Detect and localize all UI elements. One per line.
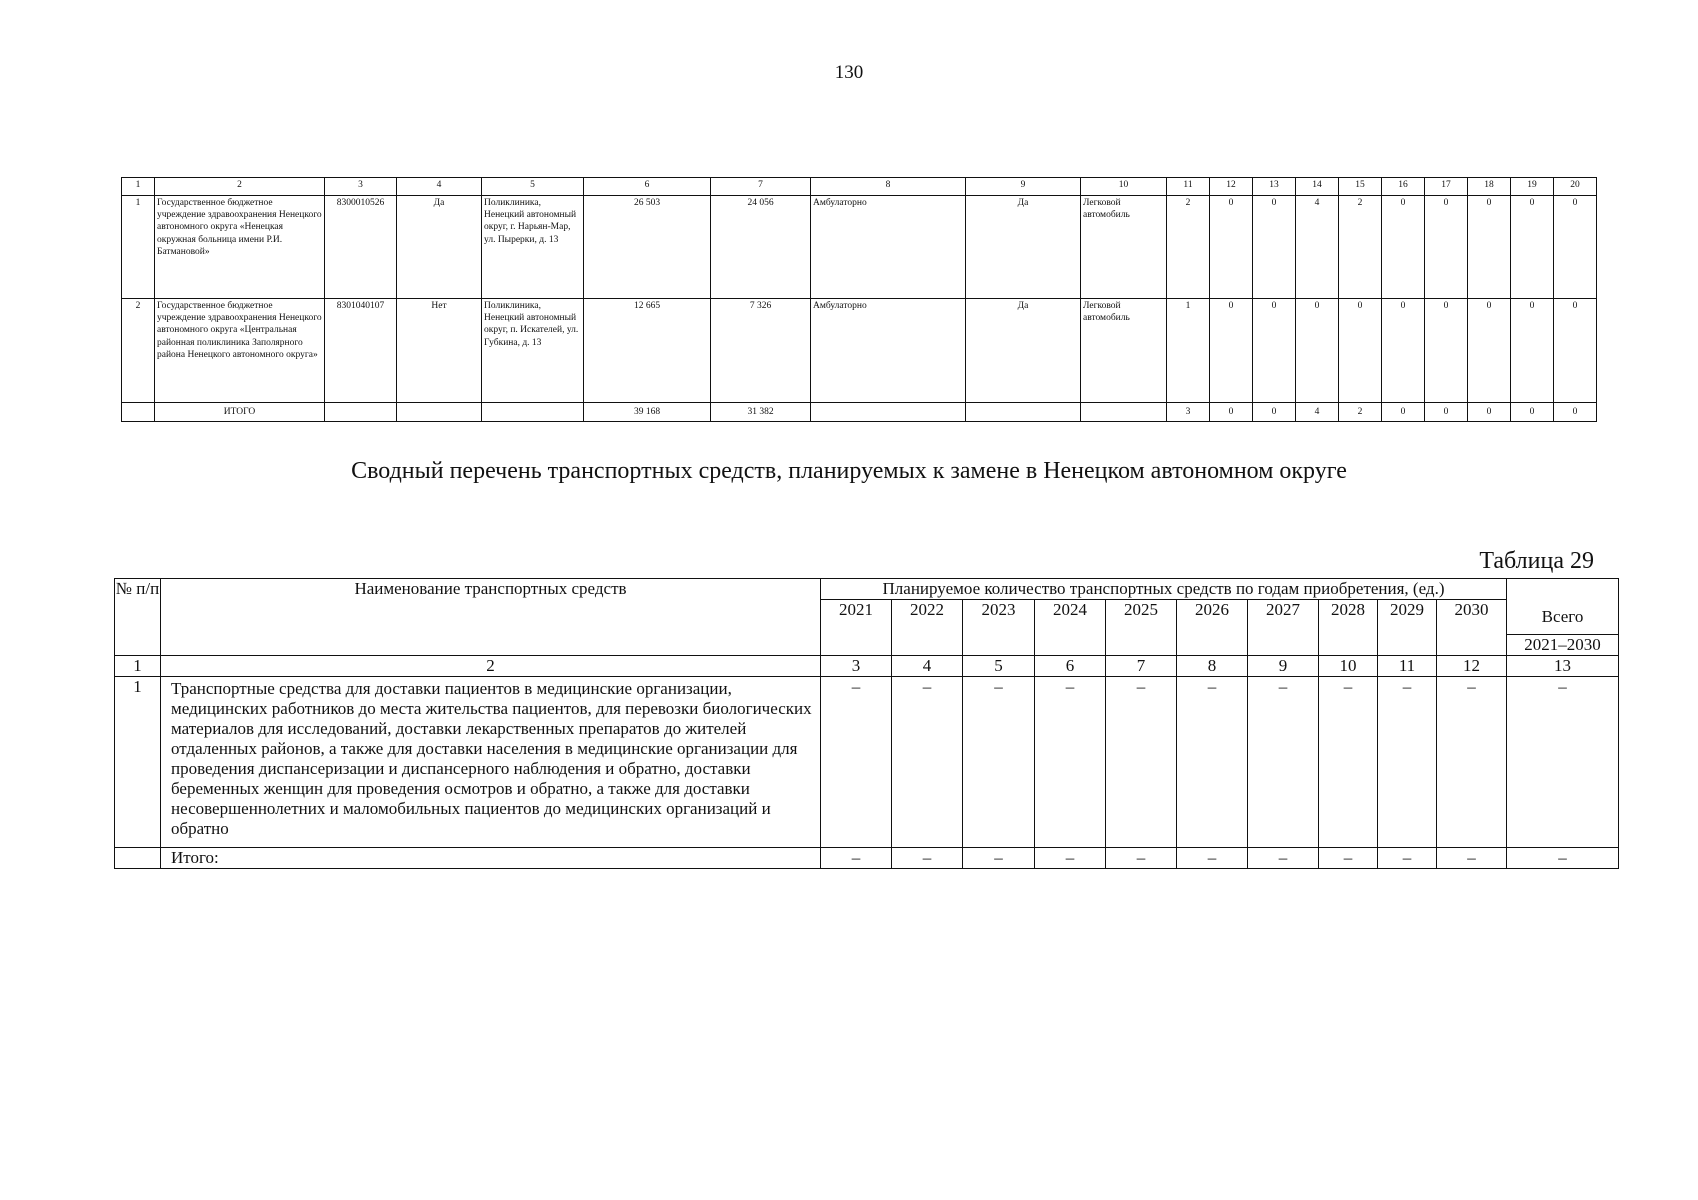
empty-cell	[1081, 403, 1167, 422]
col-number: 9	[966, 178, 1081, 196]
count-cell: 0	[1425, 299, 1468, 403]
count-cell: 0	[1296, 299, 1339, 403]
total-label: ИТОГО	[155, 403, 325, 422]
col-number: 13	[1253, 178, 1296, 196]
year-header: 2029	[1378, 600, 1437, 656]
total-value: –	[1378, 847, 1437, 868]
value-cell: 24 056	[711, 196, 811, 299]
vehicle-type: Легковой автомобиль	[1081, 196, 1167, 299]
count-cell: 1	[1167, 299, 1210, 403]
total-count: 0	[1382, 403, 1425, 422]
col-number: 4	[892, 655, 963, 676]
total-value: –	[1248, 847, 1319, 868]
total-count: 0	[1210, 403, 1253, 422]
total-label: Итого:	[161, 847, 821, 868]
year-header: 2030	[1437, 600, 1507, 656]
organization-name: Государственное бюджетное учреждение здравоохранения Ненецкого автономного округа «Ненецкая окружная больница имени Р.И. Батмановой»	[155, 196, 325, 299]
empty-cell	[811, 403, 966, 422]
row-number: 1	[122, 196, 155, 299]
col-number: 4	[397, 178, 482, 196]
col-number: 10	[1319, 655, 1378, 676]
empty-cell	[325, 403, 397, 422]
count-cell: 0	[1468, 299, 1511, 403]
count-cell: 2	[1167, 196, 1210, 299]
count-cell: 4	[1296, 196, 1339, 299]
total-value: –	[963, 847, 1035, 868]
col-number: 8	[811, 178, 966, 196]
header-row	[115, 579, 1619, 600]
count-cell: 0	[1253, 299, 1296, 403]
total-count: 0	[1425, 403, 1468, 422]
col-number: 18	[1468, 178, 1511, 196]
col-number: 7	[1106, 655, 1177, 676]
service-type: Амбулаторно	[811, 196, 966, 299]
vehicle-type: Легковой автомобиль	[1081, 299, 1167, 403]
col-number: 5	[482, 178, 584, 196]
empty-cell	[1507, 579, 1619, 600]
count-cell: 0	[1425, 196, 1468, 299]
value-cell: –	[1248, 676, 1319, 847]
count-cell: 0	[1554, 196, 1597, 299]
row-number: 2	[122, 299, 155, 403]
col-planned-header: Планируемое количество транспортных средств по годам приобретения, (ед.)	[821, 579, 1507, 600]
value-cell: –	[1378, 676, 1437, 847]
total-count: 0	[1511, 403, 1554, 422]
col-number: 2	[161, 655, 821, 676]
vehicle-table-continued	[121, 177, 1597, 422]
col-number: 16	[1382, 178, 1425, 196]
inn-code: 8300010526	[325, 196, 397, 299]
total-value: –	[1035, 847, 1106, 868]
col-number: 7	[711, 178, 811, 196]
col-number: 10	[1081, 178, 1167, 196]
col-number: 1	[122, 178, 155, 196]
total-count: 0	[1468, 403, 1511, 422]
flag-cell: Да	[397, 196, 482, 299]
empty-cell	[397, 403, 482, 422]
count-cell: 0	[1210, 196, 1253, 299]
count-cell: 0	[1468, 196, 1511, 299]
column-numbering-row	[122, 178, 1597, 196]
total-value: 31 382	[711, 403, 811, 422]
total-value: –	[1437, 847, 1507, 868]
col-number: 14	[1296, 178, 1339, 196]
total-col-header: Всего	[1507, 600, 1619, 635]
empty-cell	[482, 403, 584, 422]
col-number: 5	[963, 655, 1035, 676]
value-cell: –	[1507, 676, 1619, 847]
col-number: 11	[1378, 655, 1437, 676]
col-number: 13	[1507, 655, 1619, 676]
row-number: 1	[115, 676, 161, 847]
total-count: 0	[1554, 403, 1597, 422]
col-number: 17	[1425, 178, 1468, 196]
value-cell: –	[821, 676, 892, 847]
inn-code: 8301040107	[325, 299, 397, 403]
total-value: –	[1319, 847, 1378, 868]
year-header: 2024	[1035, 600, 1106, 656]
col-number: 6	[584, 178, 711, 196]
count-cell: 0	[1511, 299, 1554, 403]
value-cell: –	[963, 676, 1035, 847]
flag-cell: Да	[966, 196, 1081, 299]
year-header: 2027	[1248, 600, 1319, 656]
value-cell: –	[1035, 676, 1106, 847]
col-name-header: Наименование транспортных средств	[161, 579, 821, 656]
count-cell: 0	[1382, 299, 1425, 403]
column-numbering-row	[115, 655, 1619, 676]
total-value: –	[1177, 847, 1248, 868]
col-number: 6	[1035, 655, 1106, 676]
col-number: 9	[1248, 655, 1319, 676]
section-heading: Сводный перечень транспортных средств, планируемых к замене в Ненецком автономном округе	[351, 458, 1347, 484]
value-cell: –	[892, 676, 963, 847]
col-number: 1	[115, 655, 161, 676]
table-row	[122, 196, 1597, 299]
vehicle-description: Транспортные средства для доставки пациентов в медицинские организации, медицинских работников до места жительства пациентов, для перевозки биологических материалов для исследований, доставки лекарственных препаратов до жителей отдаленных районов, а также для доставки населения в медицинские организации для проведения диспансеризации и диспансерного наблюдения и обратно, доставки беременных женщин для проведения осмотров и обратно, а также для доставки несовершеннолетних и маломобильных пациентов до медицинских организаций и обратно	[161, 676, 821, 847]
total-count: 2	[1339, 403, 1382, 422]
count-cell: 0	[1210, 299, 1253, 403]
address-cell: Поликлиника, Ненецкий автономный округ, г. Нарьян-Мар, ул. Пырерки, д. 13	[482, 196, 584, 299]
table-label: Таблица 29	[1479, 548, 1594, 574]
total-value: –	[1507, 847, 1619, 868]
count-cell: 2	[1339, 196, 1382, 299]
col-number: 12	[1437, 655, 1507, 676]
empty-cell	[966, 403, 1081, 422]
value-cell: 12 665	[584, 299, 711, 403]
total-value: –	[892, 847, 963, 868]
col-number: 8	[1177, 655, 1248, 676]
year-header: 2028	[1319, 600, 1378, 656]
col-num-header: № п/п	[115, 579, 161, 656]
count-cell: 0	[1382, 196, 1425, 299]
value-cell: –	[1319, 676, 1378, 847]
total-value: –	[1106, 847, 1177, 868]
empty-cell	[115, 847, 161, 868]
total-range-header: 2021–2030	[1507, 634, 1619, 655]
total-count: 3	[1167, 403, 1210, 422]
organization-name: Государственное бюджетное учреждение здравоохранения Ненецкого автономного округа «Центральная районная поликлиника Заполярного района Ненецкого автономного округа»	[155, 299, 325, 403]
year-header: 2026	[1177, 600, 1248, 656]
col-number: 15	[1339, 178, 1382, 196]
col-number: 20	[1554, 178, 1597, 196]
col-number: 19	[1511, 178, 1554, 196]
service-type: Амбулаторно	[811, 299, 966, 403]
page-number: 130	[834, 62, 864, 83]
col-number: 11	[1167, 178, 1210, 196]
empty-cell	[122, 403, 155, 422]
table-row	[122, 299, 1597, 403]
year-header: 2023	[963, 600, 1035, 656]
total-count: 0	[1253, 403, 1296, 422]
count-cell: 0	[1253, 196, 1296, 299]
value-cell: 26 503	[584, 196, 711, 299]
total-count: 4	[1296, 403, 1339, 422]
value-cell: 7 326	[711, 299, 811, 403]
year-header: 2021	[821, 600, 892, 656]
address-cell: Поликлиника, Ненецкий автономный округ, п. Искателей, ул. Губкина, д. 13	[482, 299, 584, 403]
year-header: 2022	[892, 600, 963, 656]
col-number: 3	[821, 655, 892, 676]
value-cell: –	[1177, 676, 1248, 847]
col-number: 2	[155, 178, 325, 196]
count-cell: 0	[1339, 299, 1382, 403]
flag-cell: Да	[966, 299, 1081, 403]
flag-cell: Нет	[397, 299, 482, 403]
count-cell: 0	[1554, 299, 1597, 403]
value-cell: –	[1106, 676, 1177, 847]
total-row	[122, 403, 1597, 422]
total-value: –	[821, 847, 892, 868]
total-value: 39 168	[584, 403, 711, 422]
value-cell: –	[1437, 676, 1507, 847]
total-row	[115, 847, 1619, 868]
planned-replacement-table	[114, 578, 1619, 869]
year-header: 2025	[1106, 600, 1177, 656]
col-number: 12	[1210, 178, 1253, 196]
count-cell: 0	[1511, 196, 1554, 299]
col-number: 3	[325, 178, 397, 196]
table-row	[115, 676, 1619, 847]
